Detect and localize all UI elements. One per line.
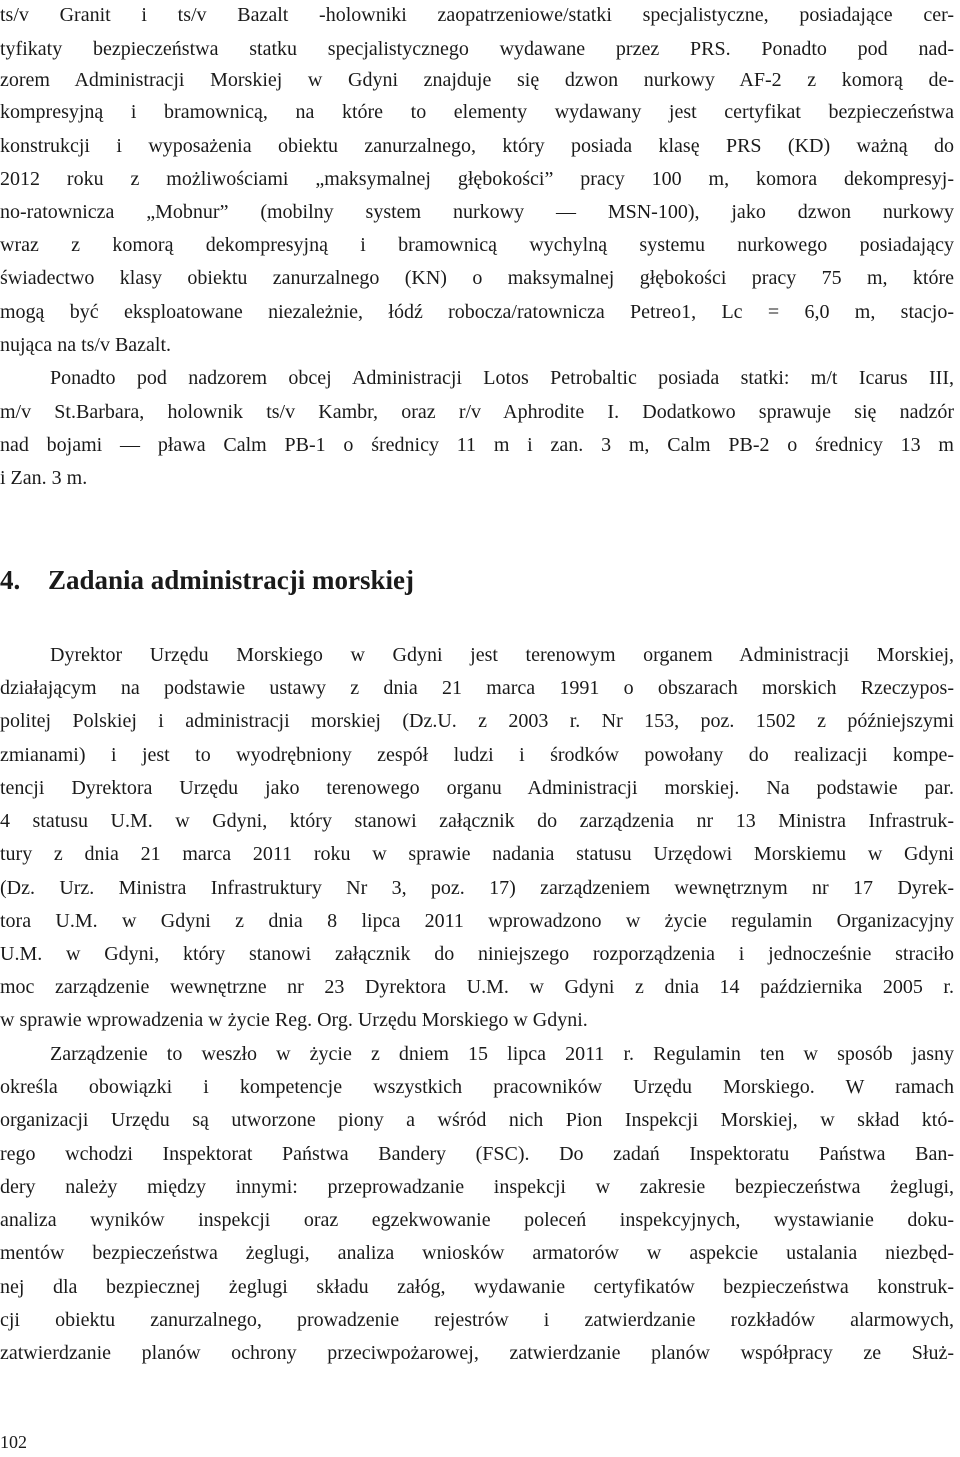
paragraph-line: tyfikaty bezpieczeństwa statku specjalistycznego wydawane przez PRS. Ponadto pod nad- — [0, 38, 954, 60]
paragraph-line: w sprawie wprowadzenia w życie Reg. Org. Urzędu Morskiego w Gdyni. — [0, 1009, 588, 1031]
page-number: 102 — [0, 1432, 27, 1452]
paragraph-line: tencji Dyrektora Urzędu jako terenowego organu Administracji morskiej. Na podstawie par. — [0, 777, 954, 799]
paragraph-line: moc zarządzenie wewnętrzne nr 23 Dyrektora U.M. w Gdyni z dnia 14 października 2005 r. — [0, 976, 954, 998]
paragraph-line: rego wchodzi Inspektorat Państwa Bandery (FSC). Do zadań Inspektoratu Państwa Ban- — [0, 1143, 954, 1165]
paragraph-line: mentów bezpieczeństwa żeglugi, analiza wniosków armatorów w aspekcie ustalania niezbęd- — [0, 1242, 954, 1264]
paragraph-line: działającym na podstawie ustawy z dnia 21 marca 1991 o obszarach morskich Rzeczypos- — [0, 677, 954, 699]
paragraph-line: U.M. w Gdyni, który stanowi załącznik do niniejszego rozporządzenia i jednocześnie straciło — [0, 943, 954, 965]
paragraph-line: i Zan. 3 m. — [0, 467, 88, 489]
paragraph-line: nująca na ts/v Bazalt. — [0, 334, 172, 356]
paragraph-line: Dyrektor Urzędu Morskiego w Gdyni jest terenowym organem Administracji Morskiej, — [50, 644, 954, 666]
paragraph-line: tora U.M. w Gdyni z dnia 8 lipca 2011 wprowadzono w życie regulamin Organizacyjny — [0, 910, 954, 932]
paragraph-line: m/v St.Barbara, holownik ts/v Kambr, oraz r/v Aphrodite I. Dodatkowo sprawuje się nadzór — [0, 401, 954, 423]
section-heading — [0, 563, 414, 597]
paragraph-line: Zarządzenie to weszło w życie z dniem 15 lipca 2011 r. Regulamin ten w sposób jasny — [50, 1043, 954, 1065]
paragraph-line: mogą być eksploatowane niezależnie, łódź robocza/ratownicza Petreo1, Lc = 6,0 m, stacjo- — [0, 301, 954, 323]
paragraph-line: organizacji Urzędu są utworzone piony a wśród nich Pion Inspekcji Morskiej, w skład któ- — [0, 1109, 954, 1131]
paragraph-line: dery należy między innymi: przeprowadzanie inspekcji w zakresie bezpieczeństwa żeglugi, — [0, 1176, 954, 1198]
paragraph-line: konstrukcji i wyposażenia obiektu zanurzalnego, który posiada klasę PRS (KD) ważną do — [0, 135, 954, 157]
section-number: 4. — [0, 565, 21, 595]
paragraph-line: (Dz. Urz. Ministra Infrastruktury Nr 3, poz. 17) zarządzeniem wewnętrznym nr 17 Dyrek- — [0, 877, 954, 899]
paragraph-line: nad bojami — pława Calm PB-1 o średnicy 11 m i zan. 3 m, Calm PB-2 o średnicy 13 m — [0, 434, 954, 456]
paragraph-line: wraz z komorą dekompresyjną i bramownicą wychylną systemu nurkowego posiadający — [0, 234, 954, 256]
paragraph-line: określa obowiązki i kompetencje wszystkich pracowników Urzędu Morskiego. W ramach — [0, 1076, 954, 1098]
paragraph-line: Ponadto pod nadzorem obcej Administracji Lotos Petrobaltic posiada statki: m/t Icarus III, — [50, 367, 954, 389]
section-title: Zadania administracji morskiej — [48, 565, 415, 595]
paragraph-line: 2012 roku z możliwościami „maksymalnej głębokości” pracy 100 m, komora dekompresyj- — [0, 168, 954, 190]
paragraph-line: no-ratownicza „Mobnur” (mobilny system nurkowy — MSN-100), jako dzwon nurkowy — [0, 201, 954, 223]
paragraph-line: analiza wyników inspekcji oraz egzekwowanie poleceń inspekcyjnych, wystawianie doku- — [0, 1209, 954, 1231]
paragraph-line: tury z dnia 21 marca 2011 roku w sprawie nadania statusu Urzędowi Morskiemu w Gdyni — [0, 843, 954, 865]
paragraph-line: świadectwo klasy obiektu zanurzalnego (KN) o maksymalnej głębokości pracy 75 m, które — [0, 267, 954, 289]
paragraph-line: politej Polskiej i administracji morskiej (Dz.U. z 2003 r. Nr 153, poz. 1502 z późniejszymi — [0, 710, 954, 732]
paragraph-line: zatwierdzanie planów ochrony przeciwpożarowej, zatwierdzanie planów współpracy ze Służ- — [0, 1342, 954, 1364]
paragraph-line: nej dla bezpiecznej żeglugi składu załóg, wydawanie certyfikatów bezpieczeństwa konstruk- — [0, 1276, 954, 1298]
paragraph-line: 4 statusu U.M. w Gdyni, który stanowi załącznik do zarządzenia nr 13 Ministra Infrastruk- — [0, 810, 954, 832]
paragraph-line: zorem Administracji Morskiej w Gdyni znajduje się dzwon nurkowy AF-2 z komorą de- — [0, 69, 954, 91]
paragraph-line: kompresyjną i bramownicą, na które to elementy wydawany jest certyfikat bezpieczeństwa — [0, 101, 954, 123]
paragraph-line: zmianami) i jest to wyodrębniony zespół ludzi i środków powołany do realizacji kompe- — [0, 744, 954, 766]
paragraph-line: ts/v Granit i ts/v Bazalt -holowniki zaopatrzeniowe/statki specjalistyczne, posiadające cer- — [0, 4, 954, 26]
paragraph-line: cji obiektu zanurzalnego, prowadzenie rejestrów i zatwierdzanie rozkładów alarmowych, — [0, 1309, 954, 1331]
